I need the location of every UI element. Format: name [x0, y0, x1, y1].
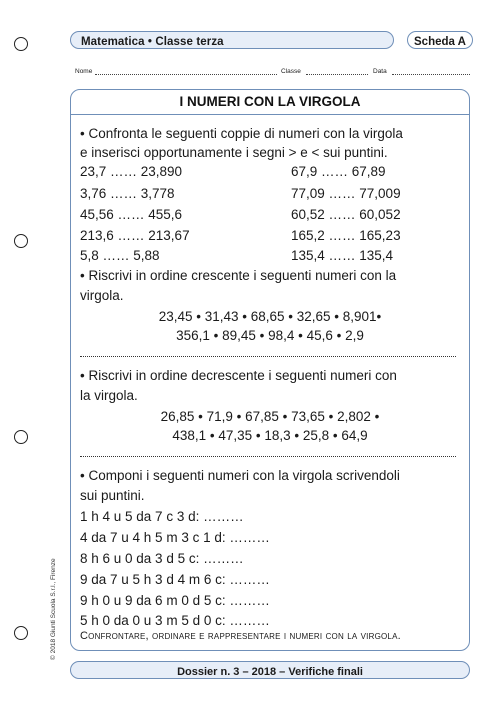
- copyright-credit: © 2018 Giunti Scuola S.r.l., Firenze: [50, 558, 57, 660]
- ex1-pair: 3,76 …… 3,778: [80, 186, 175, 201]
- ex3-numbers-line1: 26,85 • 71,9 • 67,85 • 73,65 • 2,802 •: [160, 409, 380, 424]
- ex4-item: 9 da 7 u 5 h 3 d 4 m 6 c: ………: [80, 572, 270, 587]
- class-field[interactable]: [306, 74, 368, 75]
- ex3-instruction-line2: la virgola.: [80, 388, 138, 403]
- ex1-pair: 45,56 …… 455,6: [80, 207, 183, 222]
- name-label: Nome: [75, 68, 93, 75]
- ex4-item: 1 h 4 u 5 da 7 c 3 d: ………: [80, 509, 244, 524]
- ex1-pair: 213,6 …… 213,67: [80, 228, 190, 243]
- footer-bar: [70, 661, 470, 679]
- ex4-instruction-line2: sui puntini.: [80, 488, 145, 503]
- name-field[interactable]: [95, 74, 277, 75]
- ex4-instruction-line1: • Componi i seguenti numeri con la virgola scrivendoli: [80, 468, 400, 483]
- ex1-pair: 23,7 …… 23,890: [80, 164, 183, 179]
- subject-tab: [70, 31, 394, 49]
- header-bar: [70, 31, 470, 51]
- divider: [70, 114, 470, 115]
- ex1-pair: 135,4 …… 135,4: [291, 248, 394, 263]
- ex1-pair: 60,52 …… 60,052: [291, 207, 401, 222]
- class-label: Classe: [281, 68, 301, 75]
- ex1-pair: 165,2 …… 165,23: [291, 228, 401, 243]
- binder-hole: [14, 37, 28, 51]
- ex2-answer-line[interactable]: [80, 356, 456, 357]
- binder-hole: [14, 234, 28, 248]
- ex2-numbers-line1: 23,45 • 31,43 • 68,65 • 32,65 • 8,901•: [158, 309, 382, 324]
- sheet-label: Scheda A: [414, 36, 466, 48]
- ex1-pair: 77,09 …… 77,009: [291, 186, 401, 201]
- binder-hole: [14, 626, 28, 640]
- ex1-instruction-line2: e inserisci opportunamente i segni > e < sui puntini.: [80, 145, 388, 160]
- ex4-item: 5 h 0 da 0 u 3 m 5 d 0 c: ………: [80, 613, 270, 628]
- footer-label: Dossier n. 3 – 2018 – Verifiche finali: [177, 666, 363, 678]
- ex2-numbers-line2: 356,1 • 89,45 • 98,4 • 45,6 • 2,9: [176, 328, 364, 343]
- ex1-pair: 5,8 …… 5,88: [80, 248, 160, 263]
- ex3-answer-line[interactable]: [80, 456, 456, 457]
- worksheet-title: I NUMERI CON LA VIRGOLA: [179, 94, 361, 109]
- sheet-tab: [407, 31, 473, 49]
- ex1-pair: 67,9 …… 67,89: [291, 164, 386, 179]
- binder-hole: [14, 430, 28, 444]
- ex2-instruction-line2: virgola.: [80, 288, 124, 303]
- subject-label: Matematica • Classe terza: [81, 36, 224, 48]
- ex4-item: 4 da 7 u 4 h 5 m 3 c 1 d: ………: [80, 530, 270, 545]
- learning-objective: [80, 630, 401, 642]
- ex1-instruction-line1: • Confronta le seguenti coppie di numeri con la virgola: [80, 126, 403, 141]
- ex2-instruction-line1: • Riscrivi in ordine crescente i seguenti numeri con la: [80, 268, 397, 283]
- student-info-line: [75, 68, 475, 80]
- ex4-item: 8 h 6 u 0 da 3 d 5 c: ………: [80, 551, 244, 566]
- ex3-instruction-line1: • Riscrivi in ordine decrescente i seguenti numeri con: [80, 368, 397, 383]
- ex4-item: 9 h 0 u 9 da 6 m 0 d 5 c: ………: [80, 593, 270, 608]
- ex3-numbers-line2: 438,1 • 47,35 • 18,3 • 25,8 • 64,9: [172, 428, 368, 443]
- learning-objective-text: Confrontare, ordinare e rappresentare i numeri con la virgola.: [80, 630, 401, 642]
- date-field[interactable]: [392, 74, 470, 75]
- date-label: Data: [373, 68, 387, 75]
